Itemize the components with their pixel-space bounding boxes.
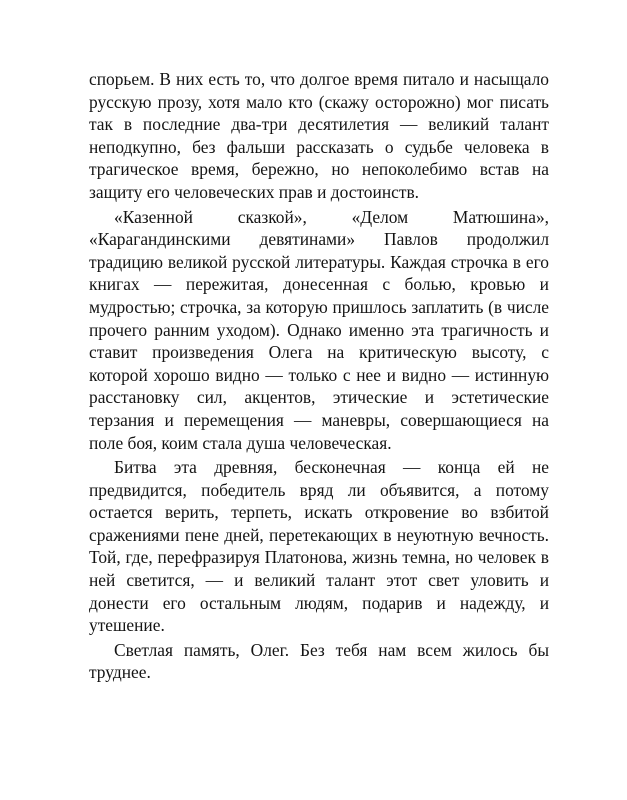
page-text [89, 68, 549, 684]
paragraph-1: спорьем. В них есть то, что долгое время питало и насыщало русскую прозу, хотя мало кто (скажу осторожно) мог писать так в последние два-три десятилетия — великий талант неподкупно, без фальши рассказать о судьбе человека в трагическое время, бережно, но непоколебимо встав на защиту его человеческих прав и достоинств. [89, 69, 549, 202]
paragraph-2: «Казенной сказкой», «Делом Матюшина», «Карагандинскими девятинами» Павлов продолжил традицию великой русской литературы. Каждая строчка в его книгах — пережитая, донесенная с болью, кровью и мудростью; строчка, за которую пришлось заплатить (в числе прочего ранним уходом). Однако именно эта трагичность и ставит произведения Олега на критическую высоту, с которой хорошо видно — только с нее и видно — истинную расстановку сил, акцентов, этические и эстетические терзания и перемещения — маневры, совершающиеся на поле боя, коим стала душа человеческая. [89, 206, 549, 453]
paragraph-3: Битва эта древняя, бесконечная — конца ей не предвидится, победитель вряд ли объявится, а потому остается верить, терпеть, искать откровение во взбитой сражениями пене дней, перетекающих в неуютную вечность. Той, где, перефразируя Платонова, жизнь темна, но человек в ней светится, — и великий талант этот свет уловить и донести его остальным людям, подарив и надежду, и утешение. [89, 457, 549, 636]
paragraph-4: Светлая память, Олег. Без тебя нам всем жилось бы труднее. [89, 639, 549, 683]
